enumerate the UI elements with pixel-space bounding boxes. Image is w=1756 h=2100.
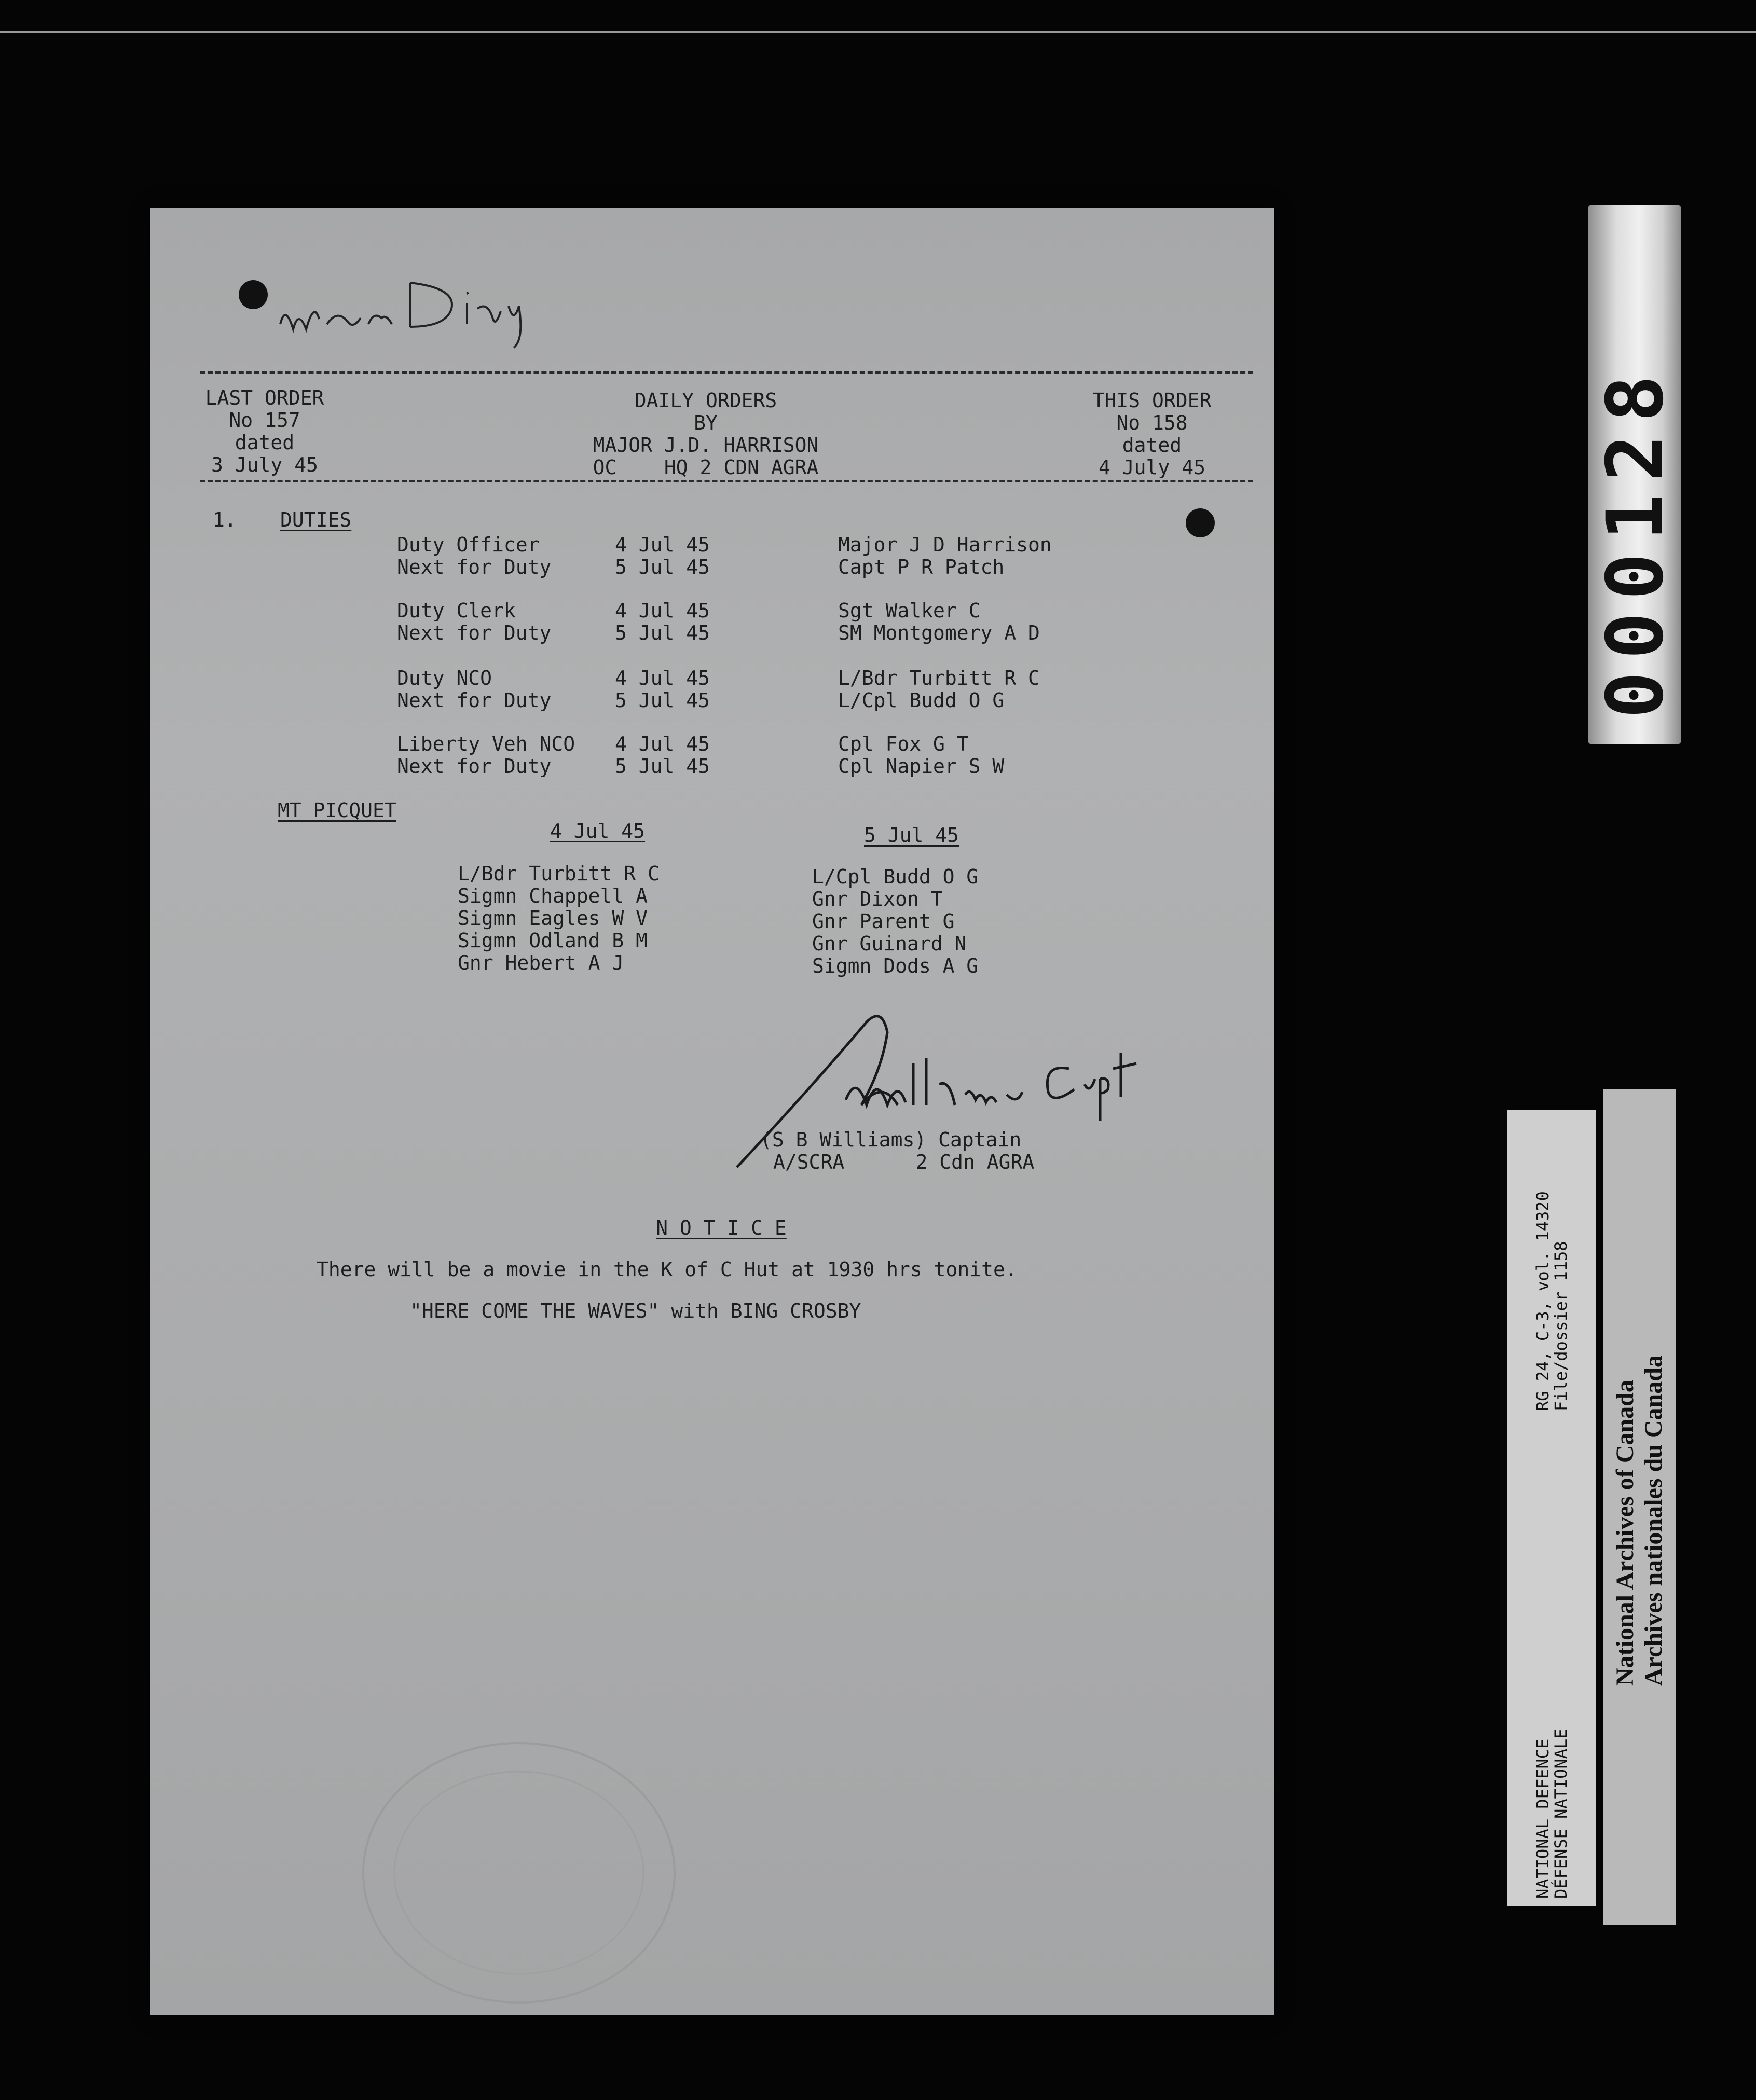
archives-name-en: National Archives of Canada: [1611, 1380, 1639, 1686]
picquet-member: Sigmn Dods A G: [812, 955, 979, 977]
last-order-number: No 157: [229, 409, 300, 432]
duty-date: 4 Jul 45: [615, 599, 710, 622]
signature-name: (S B Williams) Captain: [760, 1128, 1022, 1151]
picquet-date-1: 4 Jul 45: [550, 820, 646, 842]
duty-date: 4 Jul 45: [615, 667, 710, 689]
daily-orders-author: MAJOR J.D. HARRISON: [593, 434, 819, 457]
document-page: [150, 208, 1274, 2015]
duty-role: Next for Duty: [397, 556, 552, 578]
duty-name: L/Cpl Budd O G: [838, 689, 1005, 712]
frame-number: 000128: [1590, 363, 1681, 719]
duty-role: Duty NCO: [397, 667, 492, 689]
dept-name-en: NATIONAL DEFENCE: [1533, 1738, 1553, 1899]
duty-name: Cpl Fox G T: [838, 733, 969, 755]
daily-orders-unit: OC HQ 2 CDN AGRA: [593, 456, 819, 479]
war-diary-handwriting: [270, 252, 560, 350]
duty-role: Liberty Veh NCO: [397, 733, 575, 755]
dept-name-fr: DÉFENSE NATIONALE: [1551, 1729, 1571, 1899]
this-order-number: No 158: [1116, 411, 1188, 434]
picquet-member: Gnr Hebert A J: [458, 951, 624, 974]
duty-role: Next for Duty: [397, 689, 552, 712]
picquet-member: Gnr Parent G: [812, 910, 955, 933]
picquet-member: Sigmn Chappell A: [458, 885, 648, 907]
archive-file: File/dossier 1158: [1551, 1241, 1571, 1411]
this-order-dated-label: dated: [1122, 434, 1182, 457]
punch-hole-right: [1186, 508, 1215, 537]
picquet-member: Gnr Dixon T: [812, 888, 943, 910]
last-order-label: LAST ORDER: [205, 386, 324, 409]
picquet-date-2: 5 Jul 45: [864, 824, 959, 847]
duty-name: Major J D Harrison: [838, 533, 1052, 556]
picquet-member: Sigmn Eagles W V: [458, 907, 648, 930]
picquet-member: L/Cpl Budd O G: [812, 865, 979, 888]
section-title: DUTIES: [280, 508, 352, 531]
duty-role: Duty Officer: [397, 533, 540, 556]
notice-title: N O T I C E: [656, 1217, 787, 1239]
last-order-date: 3 July 45: [211, 453, 318, 476]
daily-orders-by: BY: [694, 411, 718, 434]
notice-film: "HERE COME THE WAVES" with BING CROSBY: [410, 1300, 861, 1322]
picquet-member: Gnr Guinard N: [812, 932, 967, 955]
picquet-title: MT PICQUET: [278, 799, 396, 822]
duty-date: 5 Jul 45: [615, 621, 710, 644]
archives-name-fr: Archives nationales du Canada: [1640, 1355, 1667, 1686]
duty-role: Next for Duty: [397, 621, 552, 644]
signature-appointment: A/SCRA 2 Cdn AGRA: [773, 1151, 1035, 1173]
this-order-label: THIS ORDER: [1092, 389, 1212, 412]
duty-date: 5 Jul 45: [615, 689, 710, 712]
picquet-member: L/Bdr Turbitt R C: [458, 862, 660, 885]
duty-role: Duty Clerk: [397, 599, 516, 622]
duty-date: 5 Jul 45: [615, 755, 710, 778]
duty-name: Cpl Napier S W: [838, 755, 1005, 778]
duty-date: 5 Jul 45: [615, 556, 710, 578]
this-order-date: 4 July 45: [1099, 456, 1205, 479]
duty-name: Capt P R Patch: [838, 556, 1005, 578]
duty-role: Next for Duty: [397, 755, 552, 778]
film-edge-line: [0, 31, 1756, 33]
faded-stamp: [358, 1738, 680, 2008]
duty-name: Sgt Walker C: [838, 599, 981, 622]
duty-date: 4 Jul 45: [615, 533, 710, 556]
daily-orders-title: DAILY ORDERS: [634, 389, 777, 412]
header-bottom-rule: [200, 480, 1253, 482]
duty-name: L/Bdr Turbitt R C: [838, 667, 1040, 689]
header-top-rule: [200, 371, 1253, 374]
duty-name: SM Montgomery A D: [838, 621, 1040, 644]
section-number: 1.: [213, 508, 237, 531]
picquet-member: Sigmn Odland B M: [458, 929, 648, 952]
punch-hole-top: [239, 280, 268, 309]
archive-reference: RG 24, C-3, vol. 14320: [1533, 1191, 1553, 1411]
duty-date: 4 Jul 45: [615, 733, 710, 755]
notice-text: There will be a movie in the K of C Hut at 1930 hrs tonite.: [317, 1258, 1017, 1281]
last-order-dated-label: dated: [235, 431, 295, 454]
